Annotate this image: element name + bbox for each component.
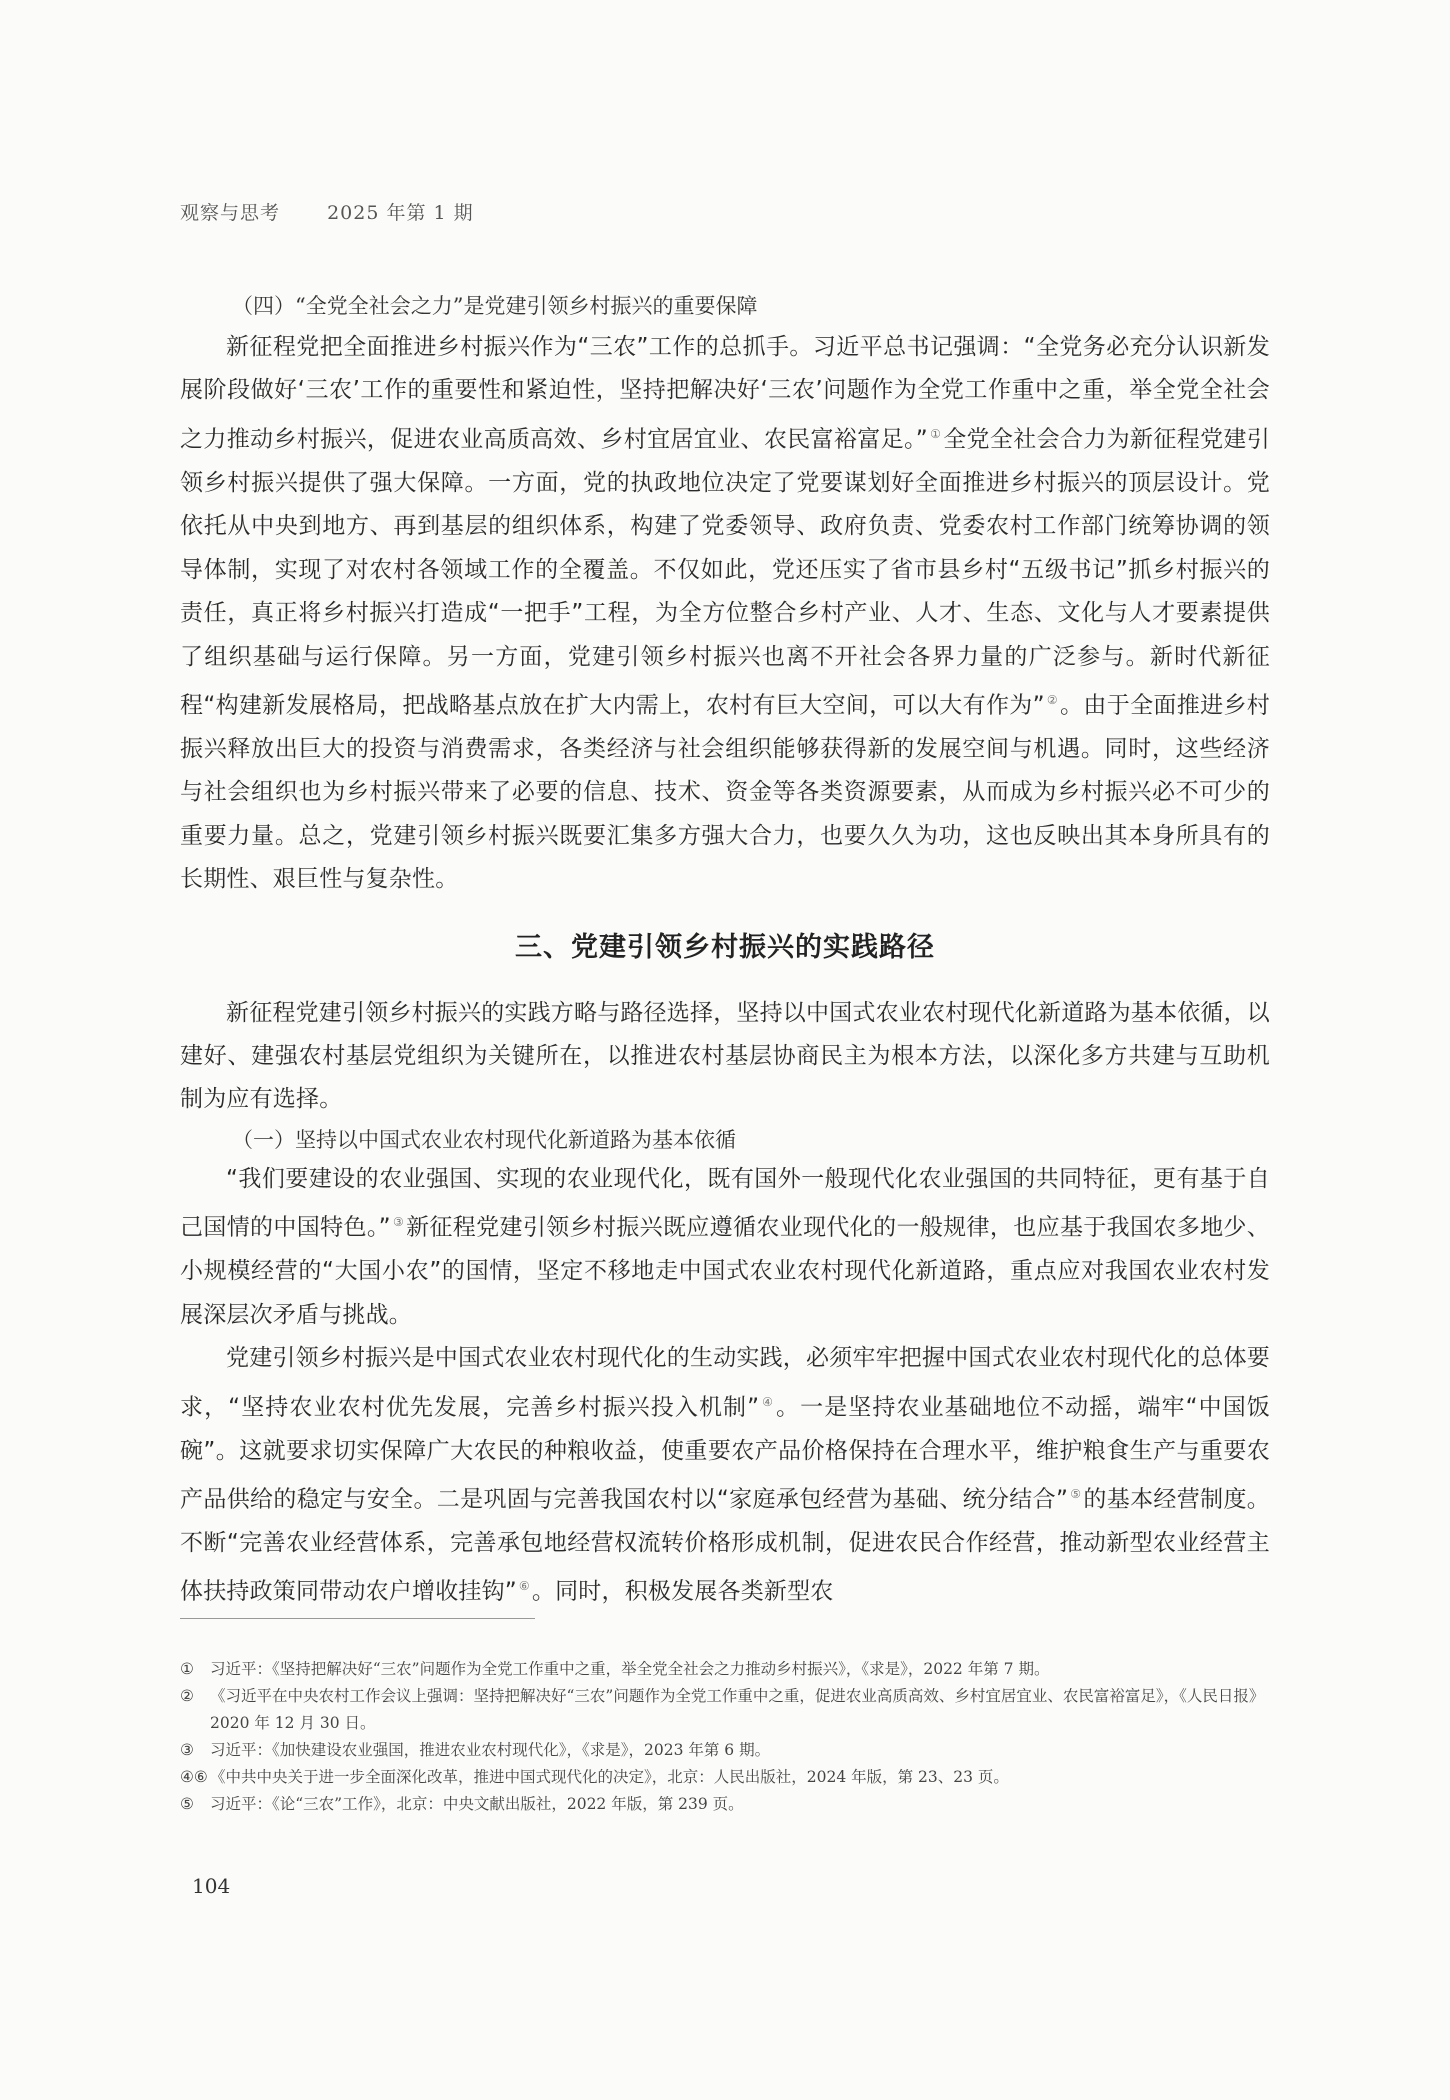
footnote-mark: ① bbox=[180, 1660, 194, 1678]
sub-heading: （一）坚持以中国式农业农村现代化新道路为基本依循 bbox=[232, 1127, 736, 1152]
paper-page bbox=[180, 0, 1270, 2100]
text-run: 的基本经营制度。不断“完善农业经营体系，完善承包地经营权流转价格形成机制，促进农民合作经营，推动新型农业经营主体扶持政策同带动农户增收挂钩” bbox=[180, 1486, 1270, 1606]
footnote-text: 习近平：《论“三农”工作》，北京：中央文献出版社，2022 年版，第 239 页。 bbox=[210, 1795, 744, 1813]
footnote bbox=[180, 1737, 1270, 1764]
running-head bbox=[180, 198, 514, 225]
footnote-mark: ⑤ bbox=[180, 1795, 194, 1813]
paragraph: 新征程党建引领乡村振兴的实践方略与路径选择，坚持以中国式农业农村现代化新道路为基本依循，以建好、建强农村基层党组织为关键所在，以推进农村基层协商民主为根本方法，以深化多方共建与互助机制为应有选择。 bbox=[180, 999, 1270, 1113]
footnote-text: 习近平：《加快建设农业强国，推进农业农村现代化》，《求是》，2023 年第 6 期。 bbox=[210, 1741, 771, 1759]
text-run: 。由于全面推进乡村振兴释放出巨大的投资与消费需求，各类经济与社会组织能够获得新的发展空间与机遇。同时，这些经济与社会组织也为乡村振兴带来了必要的信息、技术、资金等各类资源要素，从而成为乡村振兴必不可少的重要力量。总之，党建引领乡村振兴既要汇集多方强大合力，也要久久为功，这也反映出其本身所具有的长期性、艰巨性与复杂性。 bbox=[180, 692, 1270, 893]
footnote-ref: ④ bbox=[761, 1394, 775, 1409]
footnote bbox=[180, 1683, 1270, 1737]
journal-name: 观察与思考 bbox=[180, 202, 281, 224]
footnote-mark: ③ bbox=[180, 1741, 194, 1759]
footnote-text: 《习近平在中央农村工作会议上强调：坚持把解决好“三农”问题作为全党工作重中之重，促进农业高质高效、乡村宜居宜业、农民富裕富足》，《人民日报》2020 年 12 月 30 日。 bbox=[210, 1687, 1265, 1732]
issue-number: 2025 年第 1 期 bbox=[327, 202, 474, 224]
paragraph bbox=[180, 326, 1270, 902]
footnote-mark: ④⑥ bbox=[180, 1768, 208, 1786]
sub-heading: （四）“全党全社会之力”是党建引领乡村振兴的重要保障 bbox=[232, 294, 758, 318]
footnotes bbox=[180, 1656, 1270, 1818]
text-run: 新征程党把全面推进乡村振兴作为“三农”工作的总抓手。习近平总书记强调：“全党务必充分认识新发展阶段做好‘三农’工作的重要性和紧迫性，坚持把解决好‘三农’问题作为全党工作重中之重，举全党全社会之力推动乡村振兴，促进农业高质高效、乡村宜居宜业、农民富裕富足。” bbox=[180, 334, 1270, 453]
paragraph bbox=[180, 1337, 1270, 1614]
text-run: “我们要建设的农业强国、实现的农业现代化，既有国外一般现代化农业强国的共同特征，更有基于自己国情的中国特色。” bbox=[180, 1165, 1270, 1241]
text-run: 。同时，积极发展各类新型农 bbox=[531, 1579, 834, 1606]
footnote bbox=[180, 1791, 1270, 1818]
footnote bbox=[180, 1656, 1270, 1683]
footnote-text: 《中共中央关于进一步全面深化改革，推进中国式现代化的决定》，北京：人民出版社，2024 年版，第 23、23 页。 bbox=[210, 1768, 1009, 1786]
article-body bbox=[180, 288, 1270, 1615]
page-number: 104 bbox=[192, 1874, 231, 1898]
footnote-text: 习近平：《坚持把解决好“三农”问题作为全党工作重中之重，举全党全社会之力推动乡村振兴》，《求是》，2022 年第 7 期。 bbox=[210, 1660, 1050, 1678]
text-run: 全党全社会合力为新征程党建引领乡村振兴提供了强大保障。一方面，党的执政地位决定了党要谋划好全面推进乡村振兴的顶层设计。党依托从中央到地方、再到基层的组织体系，构建了党委领导、政府负责、党委农村工作部门统筹协调的领导体制，实现了对农村各领域工作的全覆盖。不仅如此，党还压实了省市县乡村“五级书记”抓乡村振兴的责任，真正将乡村振兴打造成“一把手”工程，为全方位整合乡村产业、人才、生态、文化与人才要素提供了组织基础与运行保障。另一方面，党建引领乡村振兴也离不开社会各界力量的广泛参与。新时代新征程“构建新发展格局，把战略基点放在扩大内需上，农村有巨大空间，可以大有作为” bbox=[180, 426, 1270, 719]
text-run: 。一是坚持农业基础地位不动摇，端牢“中国饭碗”。这就要求切实保障广大农民的种粮收益，使重要农产品价格保持在合理水平，维护粮食生产与重要农产品供给的稳定与安全。二是巩固与完善我国农村以“家庭承包经营为基础、统分结合” bbox=[180, 1394, 1270, 1513]
footnote-ref: ① bbox=[929, 426, 942, 441]
footnote-divider bbox=[180, 1618, 535, 1619]
text-run: 新征程党建引领乡村振兴既应遵循农业现代化的一般规律，也应基于我国农多地少、小规模经营的“大国小农”的国情，坚定不移地走中国式农业农村现代化新道路，重点应对我国农业农村发展深层次矛盾与挑战。 bbox=[180, 1214, 1270, 1328]
footnote-ref: ⑥ bbox=[518, 1579, 530, 1594]
section-title: 三、党建引领乡村振兴的实践路径 bbox=[515, 931, 935, 963]
footnote-ref: ③ bbox=[392, 1215, 405, 1230]
text-run: 党建引领乡村振兴是中国式农业农村现代化的生动实践，必须牢牢把握中国式农业农村现代化的总体要求，“坚持农业农村优先发展，完善乡村振兴投入机制” bbox=[180, 1345, 1270, 1421]
footnote-ref: ② bbox=[1046, 692, 1059, 707]
paragraph bbox=[180, 1158, 1270, 1337]
footnote-mark: ② bbox=[180, 1687, 194, 1705]
footnote-ref: ⑤ bbox=[1070, 1486, 1082, 1501]
footnote bbox=[180, 1764, 1270, 1791]
